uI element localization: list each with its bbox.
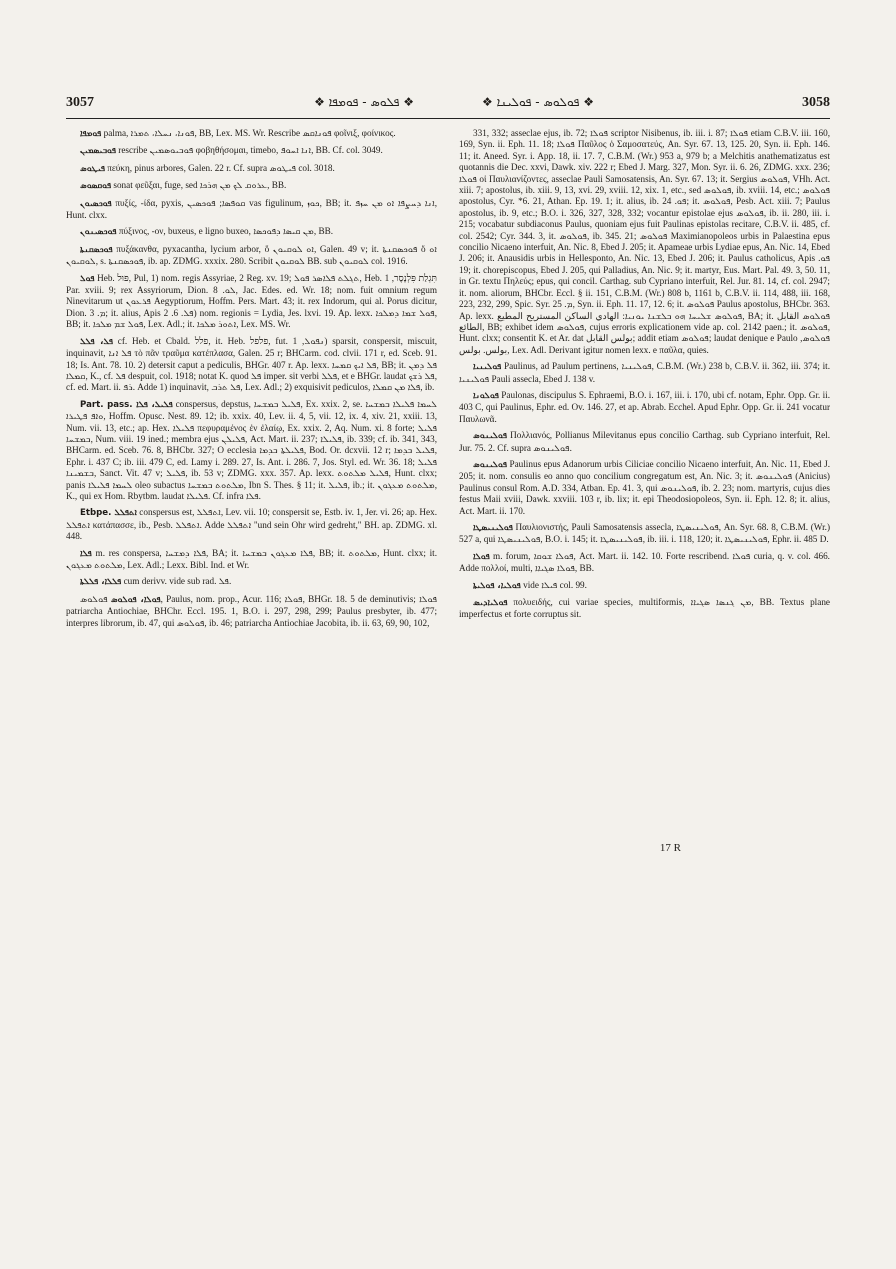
entry-headword: ܦܘܠܘܢܐ	[473, 390, 499, 401]
left-header	[66, 95, 448, 111]
entry-headword: ܦܝܛܘܣ	[80, 163, 105, 174]
entry-headword: ܦܘܟܣܩܢܬܐ	[80, 244, 113, 255]
entry-text: πυξίς, -ίδα, pyxis, ܩܘܦܣܐ; ܦܘܟܣܝܢ vas figulinum, ܟܘܙ, BB; it. ܐܢܐ ܕܚܨܦܐ ܐܘ ܡܢ ܚܙܦ, Hunt. clxx.	[66, 197, 437, 221]
dictionary-entry	[459, 459, 830, 517]
dictionary-entry	[66, 507, 437, 542]
dictionary-entry	[459, 522, 830, 546]
entry-headword: ܦܘܩܣܘܣ	[80, 181, 112, 192]
entry-text: Paulinus, ad Paulum pertinens, ܦܘܠܝܢܝܐ, C.B.M. (Wr.) 238 b, C.B.V. ii. 362, iii. 374; it. ܦܘܠܝܢܝܐ Pauli assecla, Ebed J. 138 v.	[459, 361, 830, 384]
dictionary-entry	[459, 390, 830, 425]
entry-headword: ܦܘܠܝܢܝܐ	[473, 362, 502, 373]
entry-text: Paulinus epus Adanorum urbis Ciliciae concilio Nicaeno interfuit, An. Nic. 11, Ebed J. 205; it. nom. consulis eo anno quo concilium congregatum est, An. Nic. 3; it. ܦܘܠܝܢܘܣ (Anicius) Paulinus consul Rom. A.D. 334, Atban. Ep. 41. 3, qui ܦܘܠܝܢܘܣ, ib. 2. 23; nom. martyris, cujus dies festus Maii xviii, Dawk. xxviii. 103 r, ib. lix; it. epi Theodosiopoleos, Syn. ii. Eph. 12. 8; it. alius, Act. Mart. ii. 170.	[459, 458, 830, 516]
dictionary-entry	[459, 597, 830, 621]
entry-headword: ܦܘܒܝܣܡܝܢ	[80, 146, 116, 157]
entry-headword: ܦܘܡܦܐ	[80, 129, 102, 139]
entry-headword: ܦܘܠܝܢܝܣܛܐ	[473, 523, 513, 533]
entry-headword: ܦܘܠ	[80, 273, 95, 284]
page-header	[66, 92, 830, 114]
entry-text: πολυειδής, cui variae species, multiformis, ܡܢ ܓܢܣܐ ܤܓܝܐܐ, BB. Textus plane imperfectus et forte corruptus sit.	[459, 597, 830, 620]
dictionary-entry	[459, 430, 830, 454]
entry-text: conspersus, depstus, ܦܠܝܠ ܒܡܫܚܐ, Ex. xxix. 2, se. ܠܚܡܐ ܦܠܝܠܐ ܒܡܫܚܐ ܘܐܦ ܦܛܝܪܐ, Hoffm. Opusc. Nest. 89. 12; ib. xxix. 40, Lev. ii. 4, 5, vii. 12, ix. 4, xiv. 21, xxiii. 13, Num. vii. 13, etc.; ap. Hex. ܦܠܝܠܐ πεφυραμένος ἐν ἐλαίῳ, Ex. xxix. 2, Aq. Num. xi. 8 forte; ܦܠܝܠ ܒܡܫܚܐ, Num. viii. 19 ined.; membra ejus ܦܠܝܠܢ, Act. Mart. ii. 237; ܦܠܝܠܐ, ib. 339; cf. ib. 341, 343, BHCarm. ed. Sceb. 76. 8, BHCbr. 327; O ecclesia ܦܠܝܠܬܐ ܒܕܡܐ, Bod. Or. dcxvii. 12 r; ܦܠܝܠ ܒܕܡܐ, Ephr. i. 437 C; ib. iii. 479 C, ed. Lamy i. 289. 27, Is. Ant. i. 286. 7, Jos. Styl. ed. Wr. 36. 18; ܦܠܝܠ ܒܫܡܝܢܐ, Sanct. Vit. 47 v; ܦܠܝܠ, ib. 53 v; ZDMG. xxx. 357. Ap. lexx. ܦܠܝܠ ܡܠܬܘܬ, Hunt. clxx; panis ܠܚܡܐ ܦܠܝܠܐ oleo subactus ܡܠܬܘܬ ܒܡܫܚܐ, Ibn S. Thes. § 11; it. ܦܠܝܠ, ib.; it. ܡܠܬܘܬ ܡܥܓܘܢ, K., qui ex Hom. Rbytbm. laudat ܦܠܝܠܐ. Cf. infra ܦܠܐ.	[66, 398, 437, 501]
entry-text: ܦܘܠܘܣ, Paulus, nom. prop., Acur. 116; ܦܘܠܐ, BHGr. 18. 5 de deminutivis; ܦܘܠܐ patriarcha Antiochiae, BHChr. Eccl. 195. 1, B.O. i. 297, 298, 299; Paulus presbyter, ib. 477; interpres librorum, ib. 47, qui ܦܘܠܘܣ, ib. 46; patriarcha Antiochiae Jacobita, ib. ii. 63, 69, 90, 102,	[66, 593, 437, 628]
entry-text: cum derivv. vide sub rad. ܦܠ.	[123, 576, 232, 587]
entry-headword: ܦܘܠܝܢܘܣ	[473, 431, 507, 442]
dictionary-entry	[459, 128, 830, 356]
right-running-title: ❖ ܦܘܠܘܣ - ܦܘܠܝܢܐ ❖	[482, 95, 595, 109]
header-rule	[66, 118, 830, 119]
entry-headword: Part. pass. ܦܠܝܠ، ܦܠܐ	[80, 399, 173, 410]
left-page-number: 3057	[66, 95, 94, 110]
entry-text: sonat φεῦξαι, fuge, sed ܥܪܘܩ ܠܟ ܡܢ ܗܪܟܐ, BB.	[113, 180, 287, 191]
entry-headword: ܦܘܠܐ، ܦܘܠܘܣ	[110, 594, 161, 605]
entry-text: conspersus est, ܐܬܦܠܠ, Lev. vii. 10; conspersit se, Estb. iv. 1, Jer. vi. 26; ap. Hex. ܐܬܦܠܠ κατάπασσε, ib., Pesb. ܐܬܦܠܠ. Adde ܐܬܦܠܠ "und sein Ohr wird gedreht," BH. ap. ZDMG. xl. 448.	[66, 507, 437, 542]
dictionary-entry	[66, 594, 437, 629]
dictionary-entry	[66, 128, 437, 140]
dictionary-entry	[459, 580, 830, 592]
entry-text: πύξινος, -ον, buxeus, e ligno buxeo, ܡܢ ܩܝܣܐ ܕܦܘܟܣܐ, BB.	[118, 226, 334, 237]
entry-text: vide ܦܝܠܐ col. 99.	[523, 579, 587, 590]
dictionary-entry	[66, 163, 437, 175]
dictionary-entry	[66, 273, 437, 331]
entry-text: Heb. פּוּל, Pul, 1) nom. regis Assyriae, 2 Reg. xv. 19; ܬܓܠܬ ܦܠܐܣܪ ܦܘܠ, Heb. תִּגְלַת פִּלְנֶסֶר, 1 Par. xviii. 9; rex Assyriorum, Dion. ܠܘ. 8, Jac. Edes. ed. Wr. 18; nom. fuit omnium regum Ninevitarum ut ܦܪܥܘܢ Aegyptiorum, Hoffm. Pers. Mart. 43; it. rex Indorum, qui al. Porus dicitur, Dion. ܡ. 3; it. alius, Apis ܦܠ. 6. 2) nom. regionis = Lydia, Jes. lxvi. 19. Ap. lexx. ܦܘܠ ܫܡܐ ܕܡܠܟܐ, BB; it. ܦܘܠ ܫܡ ܡܠܟܐ, Lex. Adl.; it. ܐܬܘܪ ܡܠܟܐ, Lex. MS. Wr.	[66, 272, 437, 330]
dictionary-entry	[459, 361, 830, 385]
entry-text: m. forum, ܦܘܠܐ ܫܘܩܐ, Act. Mart. ii. 142. 10. Forte rescribend. ܦܘܠܐ curia, q. v. col. 466. Adde πολλοί, multi, ܦܘܠܐ ܤܓܝܐܐ, BB.	[459, 550, 830, 574]
signature-mark: 17 R	[659, 842, 681, 854]
entry-headword: ܦܘܠܝܐ، ܦܘܠܝܬܐ	[473, 580, 521, 591]
entry-headword: ܦܠܠܐ، ܦܠܠܬܐ	[80, 577, 122, 588]
entry-headword: Etbpe. ܐܬܦܠܠ	[80, 508, 137, 519]
entry-text: palma, ܦܘܢܐ، ܢܚܠܐ، ܬܡܪܐ, BB, Lex. MS. Wr. Rescribe ܦܘܢܐܩܣ φοῖνιξ, φοίνικος.	[103, 128, 396, 138]
entry-headword: ܦܘܠܐ	[473, 551, 490, 562]
dictionary-entry	[459, 551, 830, 575]
right-header	[448, 95, 830, 111]
entry-headword: ܦܘܟܣܝܢܘܢ	[80, 227, 117, 238]
entry-text: πυξάκανθα, pyxacantha, lycium arbor, ὅ ܐܘ ܠܘܩܝܘܢ, Galen. 49 v; it. ܦܘܟܣܩܢܬܐ ὅ ܐܘ ܠܘܩܝܘܢ, s. ܦܘܟܣܩܢܬܐ, ib. ap. ZDMG. xxxix. 280. Scribit ܠܘܩܝܘܢ BB. sub ܠܘܩܝܘܢ col. 1916.	[66, 243, 437, 267]
dictionary-entry	[66, 399, 437, 503]
dictionary-entry	[66, 548, 437, 572]
right-page-number: 3058	[802, 95, 830, 110]
entry-headword: ܦܘܠܝܢܘܣ	[473, 459, 507, 470]
entry-headword: ܦܠ، ܦܠܠ	[80, 336, 113, 347]
entry-text: 331, 332; asseclae ejus, ib. 72; ܦܘܠܐ scriptor Nisibenus, ib. iii. i. 87; ܦܘܠܐ etiam C.B.V. iii. 160, 169, Syn. ii. Eph. 11. 18; ܦܘܠܐ Παῦλος ὁ Σαμοσατεύς, An. Syr. 67. 13, 125. 20, Syn. ii. Eph. 146. 11; it. Aneed. Syr. i. App. 18, ii. 17. 7, C.B.M. (Wr.) 953 a, 979 b; a Melchitis anathematizatus est quotannis die Dec. xxvi, Dawk. xiv. 222 r; Ebed J. Marg. 327, Mon. Syr. ii. 6. 26, ZDMG. xxx. 236; ܦܘܠܐ οἱ Παυλιανίζοντες, asseclae Pauli Samosatensis, An. Syr. 67. 13; it. Sergius ܦܘܠܘܣ, VHh. Act. xiii. 7; apostolus, ib. xiii. 9, 13, xvi. 29, xviii. 12, xix. 1, etc., sed ܦܘܠܘܣ, ib. xviii. 14, etc.; ܦܘܠܘܣ apostolus, Cyr. *6. 21, Athan. Ep. 19. 1; it. alius, ib. ܦܘ. 24; it. ܦܘܠܘܣ, Pesb. Act. xiii. 7; Paulus apostolus, ib. 9, etc.; B.O. i. 326, 327, 328, 332; vocantur epistolae ejus ܦܘܠܘܣ, ib. ii. 280, iii. i. 215; vocabatur subdiaconus Paulus, quoniam ejus fuit Paulinas epistolas recitare, C.B.V. ii. 485, cf. col. 2542; Cyr. 344. 3, it. ܦܘܠܘܣ, ib. 345. 21; ܦܘܠܘܣ Maximianopoleos urbis in Palaestina epus concilio Nicaeno interfuit, An. Nic. 8, Ebed J. 205; it. Apameae urbis Lydiae epus, An. Nic. 14, Ebed J. 206; it. Anausidis urbis in Hellesponto, An. Nic. 13, Ebed J. 206; it. Paulus catholicus, Apis ܦܘ. 19; it. chorepiscopus, Ebed J. 205, qui Palladius, An. Nic. 9; it. martyr, Eus. Mart. Pal. 49. 3, 50. 11, in Gr. textu Πηλεύς; epus, qui concil. Carthag. sub Cypriano interfuit, Rel. Jur. 81. 14, cf. col. 2947; it. nom. aliorum, BHCbr. Eccl. § ii. 151, C.B.M. (Wr.) 808 b, 1161 b, C.B.V. ii. 114, 488, iii. 168, 223, 232, 299, Spic. Syr. ܡ. 25, Syn. ii. Eph. 11. 17, 12. 6; it. ܦܘܠܘܣ Paulus apostolus, BHCbr. 363. Ap. lexx. ܦܘܠܘܣ ܫܠܝܚܐ ܗܘ ܒܠܫܢܐ ܝܘܢܝܐ: الهادي الساكن المستريح المطيع, BA; it. ܦܘܠܘܣ القابل الطائع, BB; exhibet idem ܦܘܠܘܣ, cujus erroris explicationem vide ap. col. 2142 paen.; it. ܦܘܠܘܣ, Hunt. clxx; consentit K. et Ar. dat بولس القابل; addit etiam ܦܘܠܘܣ; laudat denique e Paulo ܦܘܠܘܣ, بولس. بولس, Lex. Adl. Derivant igitur nomen lexx. e παῦλα, quies.	[459, 128, 830, 355]
entry-headword: ܦܠܐ	[80, 548, 92, 559]
entry-text: Paulonas, discipulus S. Ephraemi, B.O. i. 167, iii. i. 170, ubi cf. notam, Ephr. Opp. Gr. ii. 403 C, qui Paulinus, Ephr. ed. Ov. 146. 27, et ap. Abrab. Ecchel. Apud Ephr. Opp. Gr. ii. 241 vocatur Παυλωνᾶ.	[459, 389, 830, 424]
entry-headword: ܦܘܟܣܝܘܢ	[80, 198, 112, 209]
left-running-title: ❖ ܦܠܘܣ - ܦܘܡܦܐ ❖	[314, 95, 414, 109]
entry-text: rescribe ܦܘܒܝܘܣܡܝܢ φοβηθήσομαι, timebo, ܐܢܐ ܐܚܘܦ, BB. Cf. col. 3049.	[118, 145, 383, 156]
dictionary-entry	[66, 576, 437, 588]
entry-text: πεύκη, pinus arbores, Galen. 22 r. Cf. supra ܦܝܛܘܣ col. 3018.	[107, 162, 335, 173]
dictionary-entry	[66, 180, 437, 192]
entry-text: cf. Heb. et Cbald. פלל, it. Heb. פלפל, fut. ܢܦܘܠ, 1) sparsit, conspersit, miscuit, inquinavit, ܦܠ ܐܢܐ τὸ πᾶν τραῦμα κατέπλασα, Galen. 25 r; BHCarm. cod. clvii. 171 r, ed. Sceb. 91. 18; Is. Ant. 78. 10. 2) detersit caput a pediculis, BHGr. 407 r. Ap. lexx. ܦܠ ܐܝܟ ܩܡܚܐ, BB; it. ܦܠ ܕܡܢ ܩܡܠܐ, K., cf. ܦܠ despuit, col. 1918; notat K. quod ܦܠ imper. sit verbi ܦܠܠ, et e BHGr. laudat ܦܠ ܪܫܟ, cf. ed. Mart. ii. ܪܦ. Adde 1) inquinavit, ܦܠ ܬܪܒ, Lex. Adl.; 2) exquisivit pediculos, ܦܠܐ ܡܢ ܩܡܠܐ, ib.	[66, 335, 437, 393]
dictionary-entry	[66, 336, 437, 394]
entry-text: Παυλιονιστής, Pauli Samosatensis assecla, ܦܘܠܝܢܝܣܛܐ, An. Syr. 68. 8, C.B.M. (Wr.) 527 a, qui ܦܘܠܝܢܝܣܛܐ, B.O. i. 145; it. ܦܘܠܝܢܝܣܛܐ, ib. iii. i. 118, 120; it. ܦܘܠܝܢܝܣܛܐ, Ephr. ii. 485 D.	[459, 522, 830, 545]
entry-text: Πολλιανός, Pollianus Milevitanus epus concilio Carthag. sub Cypriano interfuit, Rel. Jur. 75. 2. Cf. supra ܦܘܠܝܢܘܣ.	[459, 430, 830, 453]
entry-headword: ܦܘܠܝܐܕܝܣ	[473, 598, 508, 609]
columns	[66, 128, 830, 1248]
entry-text: m. res conspersa, ܦܠܐ ܕܡܫܚܐ, BA; it. ܦܠܐ ܡܥܓܘܢ ܒܡܫܚܐ, BB; it. ܡܠܬܘܬ, Hunt. clxx; it. ܡܠܬܘܬ ܡܥܓܘܢ, Lex. Adl.; Lexx. Bibl. Ind. et Wr.	[66, 547, 437, 570]
dictionary-entry	[66, 145, 437, 157]
dictionary-entry	[66, 198, 437, 222]
left-column	[66, 128, 437, 1248]
dictionary-entry	[66, 226, 437, 238]
right-column	[459, 128, 830, 1248]
dictionary-entry	[66, 244, 437, 268]
